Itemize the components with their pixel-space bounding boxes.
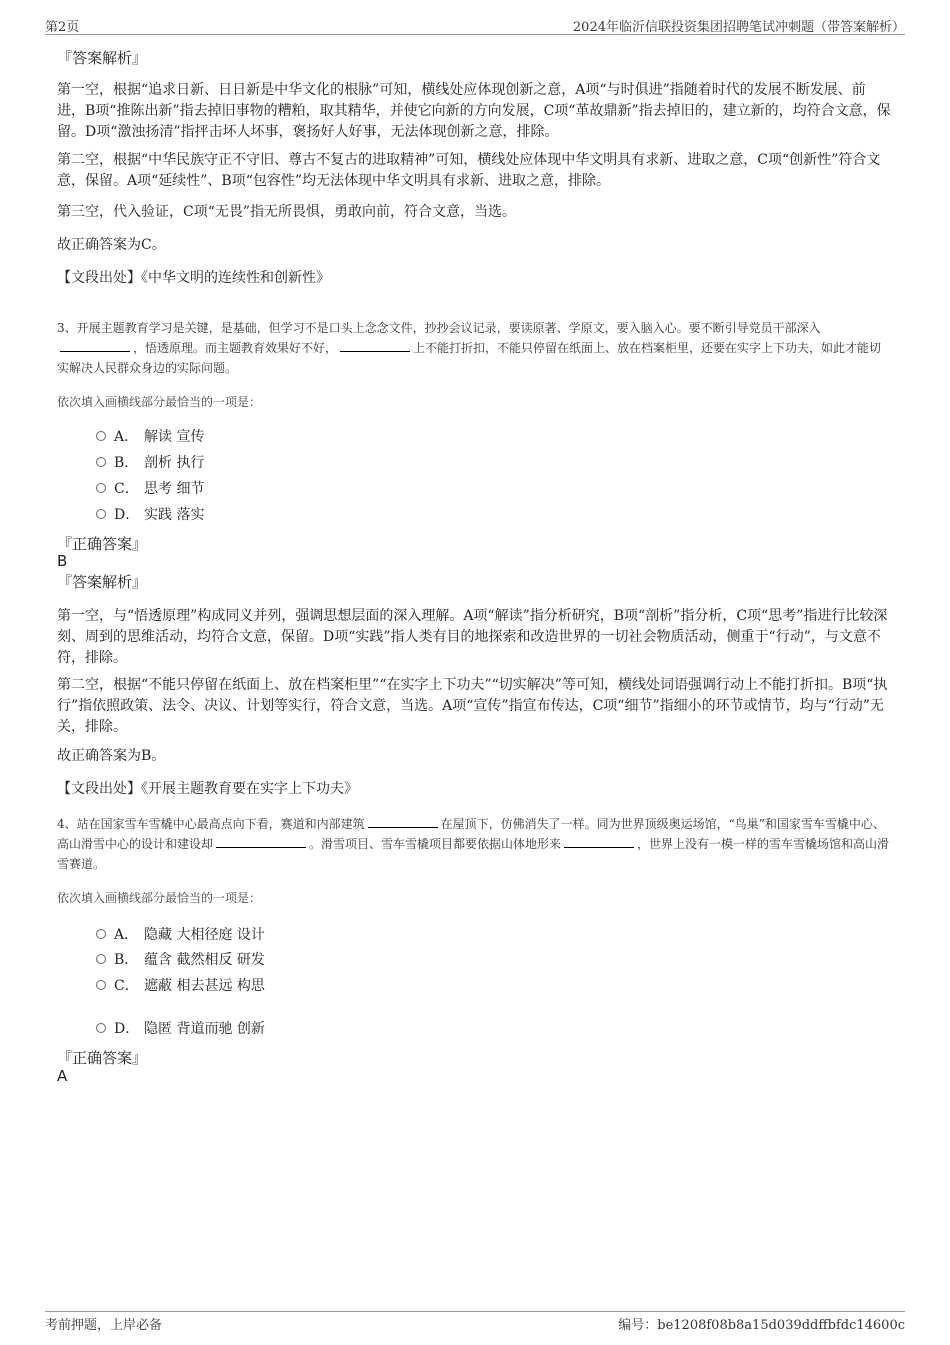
q3-analysis-label: 『答案解析』 — [57, 573, 148, 591]
q3-correct-label: 『正确答案』 — [57, 535, 148, 553]
q3-option-c[interactable] — [96, 479, 204, 499]
q3-stem — [57, 318, 892, 378]
option-letter: B． — [114, 952, 139, 968]
option-letter: A． — [114, 429, 139, 445]
footer-slogan: 考前押题，上岸必备 — [45, 1318, 163, 1333]
radio-icon[interactable] — [96, 1023, 106, 1033]
option-text: 遮蔽 相去甚远 构思 — [144, 978, 265, 994]
q4-option-b[interactable] — [96, 950, 265, 970]
option-letter: B． — [114, 455, 139, 471]
option-text: 实践 落实 — [144, 507, 205, 523]
q4-prompt: 依次填入画横线部分最恰当的一项是： — [57, 891, 262, 905]
option-letter: C． — [114, 978, 139, 994]
radio-icon[interactable] — [96, 980, 106, 990]
q4-stem-part-b: 在屋顶下，仿佛消失了一样。同为世界顶级奥运场馆，“鸟巢”和国家雪车雪橇中心、高山滑雪中心的设计和建设却 — [57, 817, 885, 851]
q4-stem-part-c: 。滑雪项目、雪车雪橇项目都要依据山体地形来 — [309, 837, 562, 851]
q4-option-d[interactable] — [96, 1019, 265, 1039]
q3-analysis-p2: 第二空，根据“不能只停留在纸面上、放在档案柜里”“在实字上下功夫”“切实解决”等可知，横线处词语强调行动上不能打折扣。B项“执行”指依照政策、法令、决议、计划等实行，符合文意，当选。A项“宣传”指宣布传达，C项“细节”指细小的环节或情节，均与“行动”无关，排除。 — [57, 677, 888, 735]
page-number: 第2页 — [45, 20, 80, 35]
q2-analysis-label: 『答案解析』 — [57, 49, 148, 67]
q3-blank-2 — [340, 339, 410, 352]
page-header — [45, 14, 905, 35]
option-letter: C． — [114, 481, 139, 497]
q4-option-a[interactable] — [96, 925, 265, 945]
q3-prompt: 依次填入画横线部分最恰当的一项是： — [57, 395, 262, 409]
radio-icon[interactable] — [96, 483, 106, 493]
option-letter: D． — [114, 507, 140, 523]
q3-option-d[interactable] — [96, 505, 204, 525]
q3-blank-1 — [60, 339, 130, 352]
q4-stem-part-a: 4、站在国家雪车雪橇中心最高点向下看，赛道和内部建筑 — [57, 817, 365, 831]
option-text: 隐匿 背道而驰 创新 — [144, 1021, 265, 1037]
q3-analysis-p1: 第一空，与“悟透原理”构成同义并列，强调思想层面的深入理解。A项“解读”指分析研究，B项“剖析”指分析，C项“思考”指进行比较深刻、周到的思维活动，均符合文意，保留。D项“实践”指人类有目的地探索和改造世界的一切社会物质活动，侧重于“行动”，与文意不符，排除。 — [57, 608, 888, 666]
radio-icon[interactable] — [96, 457, 106, 467]
q2-analysis-p3: 第三空，代入验证，C项“无畏”指无所畏惧，勇敢向前，符合文意，当选。 — [57, 204, 517, 220]
q4-option-c[interactable] — [96, 976, 265, 996]
q2-conclusion: 故正确答案为C。 — [57, 237, 166, 253]
q2-analysis-p1: 第一空，根据“追求日新、日日新是中华文化的根脉”可知，横线处应体现创新之意，A项“与时俱进”指随着时代的发展不断发展、前进，B项“推陈出新”指去掉旧事物的糟粕，取其精华，并使它向新的方向发展，C项“革故鼎新”指去掉旧的，建立新的，均符合文意，保留。D项“激浊扬清”指抨击坏人坏事，褒扬好人好事，无法体现创新之意，排除。 — [57, 82, 891, 140]
q3-stem-part-b: ，悟透原理。而主题教育效果好不好， — [133, 341, 338, 355]
option-text: 蕴含 截然相反 研发 — [144, 952, 265, 968]
q3-stem-part-c: 上不能打折扣，不能只停留在纸面上、放在档案柜里，还要在实字上下功夫，如此才能切实解决人民群众身边的实际问题。 — [57, 341, 882, 375]
q3-option-a[interactable] — [96, 427, 204, 447]
q4-blank-2 — [216, 835, 306, 848]
page-footer — [45, 1311, 905, 1332]
option-letter: A． — [114, 927, 139, 943]
q2-analysis-p2: 第二空，根据“中华民族守正不守旧、尊古不复古的进取精神”可知，横线处应体现中华文明具有求新、进取之意，C项“创新性”符合文意，保留。A项“延续性”、B项“包容性”均无法体现中华文明具有求新、进取之意，排除。 — [57, 152, 881, 189]
q4-blank-1 — [368, 815, 438, 828]
q4-correct-label: 『正确答案』 — [57, 1049, 148, 1067]
radio-icon[interactable] — [96, 509, 106, 519]
q3-option-b[interactable] — [96, 453, 204, 473]
q2-source: 【文段出处】《中华文明的连续性和创新性》 — [57, 270, 330, 286]
option-text: 解读 宣传 — [144, 429, 205, 445]
q4-stem — [57, 814, 892, 874]
q3-correct-answer: B — [57, 552, 68, 570]
radio-icon[interactable] — [96, 431, 106, 441]
q4-stem-part-d: ，世界上没有一模一样的雪车雪橇场馆和高山滑雪赛道。 — [57, 837, 890, 871]
q3-source: 【文段出处】《开展主题教育要在实字上下功夫》 — [57, 781, 358, 797]
q4-blank-3 — [564, 835, 634, 848]
q3-stem-part-a: 3、开展主题教育学习是关键，是基础，但学习不是口头上念念文件，抄抄会议记录，要读原著、学原文，要入脑入心。要不断引导党员干部深入 — [57, 321, 821, 335]
radio-icon[interactable] — [96, 929, 106, 939]
q4-correct-answer: A — [57, 1067, 68, 1085]
document-id: 编号：be1208f08b8a15d039ddffbfdc14600c — [618, 1318, 905, 1333]
option-text: 隐藏 大相径庭 设计 — [144, 927, 265, 943]
option-letter: D． — [114, 1021, 140, 1037]
option-text: 剖析 执行 — [144, 455, 205, 471]
q3-conclusion: 故正确答案为B。 — [57, 748, 166, 764]
document-title: 2024年临沂信联投资集团招聘笔试冲刺题（带答案解析） — [572, 20, 905, 35]
radio-icon[interactable] — [96, 954, 106, 964]
option-text: 思考 细节 — [144, 481, 205, 497]
